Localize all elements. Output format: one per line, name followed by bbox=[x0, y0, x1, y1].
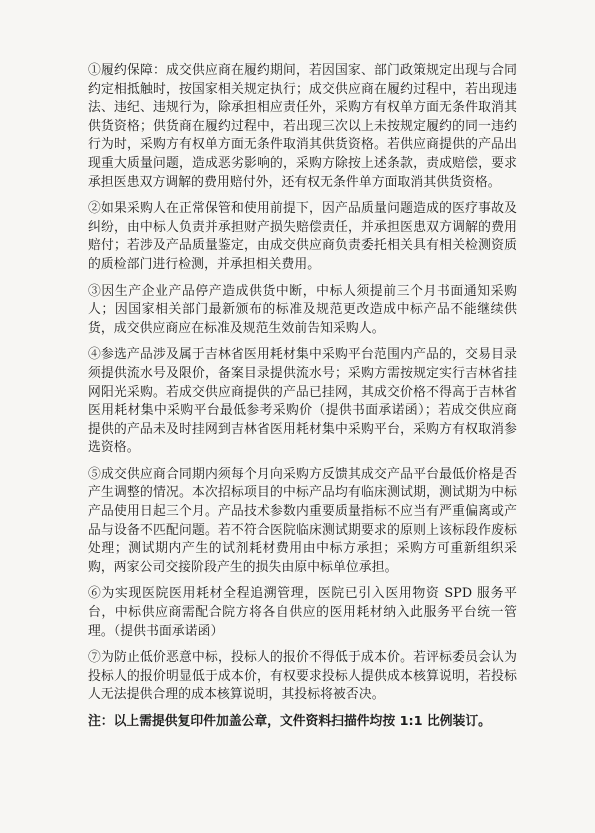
binding-note: 注：以上需提供复印件加盖公章，文件资料扫描件均按 1:1 比例装订。 bbox=[88, 714, 491, 729]
clause-cost-price: ⑦为防止低价恶意中标，投标人的报价不得低于成本价。若评标委员会认为投标人的报价明显低于成本价，有权要求投标人提供成本核算说明，若投标人无法提供合理的成本核算说明，其投标将被否决。 bbox=[88, 650, 517, 703]
clause-spd-platform: ⑥为实现医院医用耗材全程追溯管理，医院已引入医用物资 SPD 服务平台，中标供应商需配合院方将各自供应的医用耗材纳入此服务平台统一管理。（提供书面承诺函） bbox=[88, 586, 517, 639]
clause-quality-liability: ②如果采购人在正常保管和使用前提下，因产品质量问题造成的医疗事故及纠纷，由中标人负责并承担财产损失赔偿责任，并承担医患双方调解的费用赔付；若涉及产品质量鉴定，由成交供应商负责委托相关具有相关检测资质的质检部门进行检测，并承担相关费用。 bbox=[88, 201, 517, 272]
clause-clinical-trial: ⑤成交供应商合同期内须每个月向采购方反馈其成交产品平台最低价格是否产生调整的情况。本次招标项目的中标产品均有临床测试期，测试期为中标产品使用日起三个月。产品技术参数内重要质量指标不应当有严重偏离或产品与设备不匹配问题。若不符合医院临床测试期要求的原则上该标段作废标处理；测试期内产生的试剂耗材费用由中标方承担；采购方可重新组织采购，两家公司交接阶段产生的损失由原中标单位承担。 bbox=[88, 466, 517, 575]
clause-supply-interruption: ③因生产企业产品停产造成供货中断，中标人须提前三个月书面通知采购人；因国家相关部门最新颁布的标准及规范更改造成中标产品不能继续供货，成交供应商应在标准及规范生效前告知采购人。 bbox=[88, 283, 517, 336]
clause-platform-listing: ④参选产品涉及属于吉林省医用耗材集中采购平台范围内产品的，交易目录须提供流水号及限价，备案目录提供流水号；采购方需按规定实行吉林省挂网阳光采购。若成交供应商提供的产品已挂网，其成交价格不得高于吉林省医用耗材集中采购平台最低参考采购价（提供书面承诺函）；若成交供应商提供的产品未及时挂网到吉林省医用耗材集中采购平台，采购方有权取消参选资格。 bbox=[88, 347, 517, 456]
clause-performance-guarantee: ①履约保障：成交供应商在履约期间，若因国家、部门政策规定出现与合同约定相抵触时，按国家相关规定执行；成交供应商在履约过程中，若出现违法、违纪、违规行为，除承担相应责任外，采购方有权单方面无条件取消其供货资格；供货商在履约过程中，若出现三次以上未按规定履约的同一违约行为时，采购方有权单方面无条件取消其供货资格。若供应商提供的产品出现重大质量问题，造成恶劣影响的，采购方除按上述条款，责成赔偿，要求承担医患双方调解的费用赔付外，还有权无条件单方面取消其供货资格。 bbox=[88, 63, 517, 190]
